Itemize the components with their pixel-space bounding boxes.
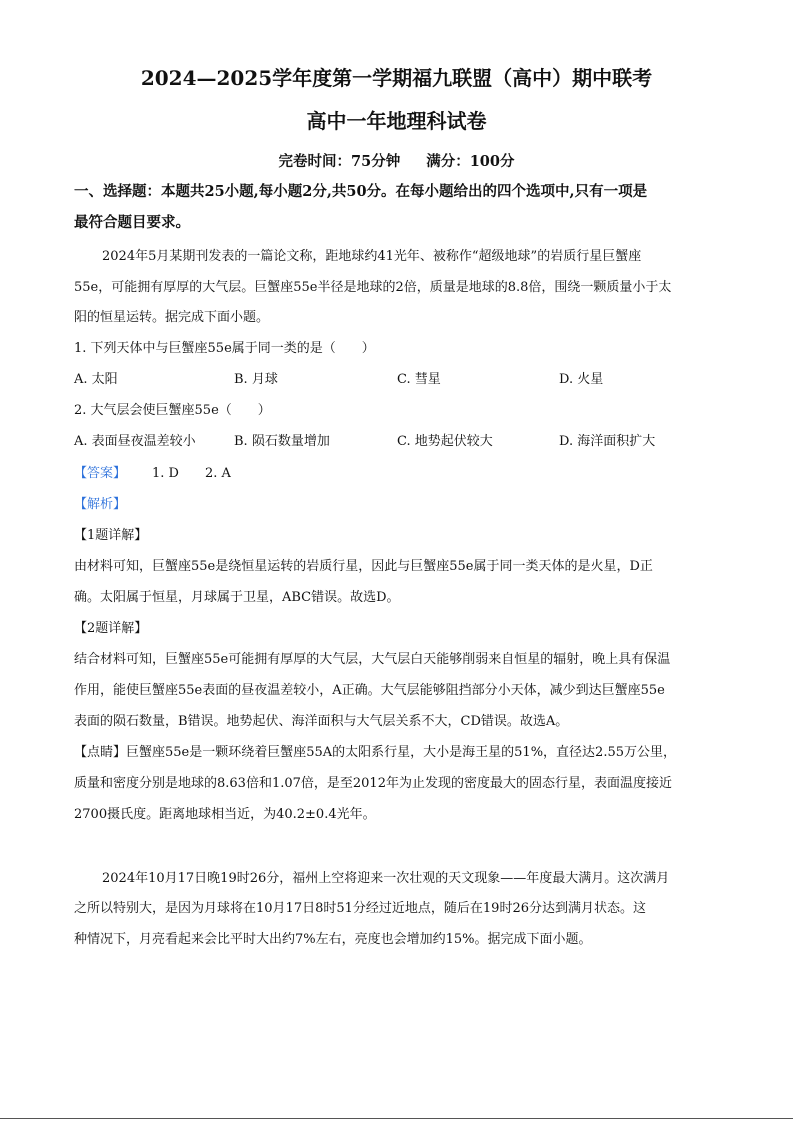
passage2-line: 2024年10月17日晚19时26分，福州上空将迎来一次壮观的天文现象——年度最大满月。这次满月 (102, 871, 670, 886)
section-heading-line1: 一、选择题：本题共25小题,每小题2分,共50分。在每小题给出的四个选项中,只有一项是 (74, 183, 648, 200)
answer-2: 2. A (204, 466, 231, 481)
exam-meta (0, 150, 793, 171)
page-bottom-rule (0, 1118, 793, 1119)
detail-2-line: 结合材料可知，巨蟹座55e可能拥有厚厚的大气层，大气层白天能够削弱来自恒星的辐射，晚上具有保温 (74, 652, 671, 667)
note-line: 2700摄氏度。距离地球相当近，为40.2±0.4光年。 (74, 807, 376, 822)
question-1-stem: 1. 下列天体中与巨蟹座55e属于同一类的是（ ） (74, 341, 375, 356)
question-2-option-a: A. 表面昼夜温差较小 (74, 434, 196, 449)
exam-subtitle: 高中一年地理科试卷 (306, 109, 487, 133)
detail-1-line: 确。太阳属于恒星，月球属于卫星，ABC错误。故选D。 (74, 590, 400, 605)
exam-score: 满分：100分 (426, 153, 515, 170)
detail-1-heading: 【1题详解】 (74, 528, 148, 543)
answer-label: 【答案】 (74, 466, 127, 481)
question-2-option-c: C. 地势起伏较大 (397, 434, 493, 449)
note-line: 【点睛】巨蟹座55e是一颗环绕着巨蟹座55A的太阳系行星，大小是海王星的51%，直径达2.55万公里， (74, 745, 677, 760)
detail-2-line: 表面的陨石数量，B错误。地势起伏、海洋面积与大气层关系不大，CD错误。故选A。 (74, 714, 569, 729)
question-1-option-c: C. 彗星 (397, 372, 441, 387)
passage1-line: 阳的恒星运转。据完成下面小题。 (74, 310, 270, 325)
answer-1: 1. D (152, 466, 179, 481)
passage2-line: 之所以特别大，是因为月球将在10月17日8时51分经过近地点，随后在19时26分达到满月状态。这 (74, 901, 646, 916)
detail-2-heading: 【2题详解】 (74, 621, 148, 636)
passage2-line: 种情况下，月亮看起来会比平时大出约7%左右，亮度也会增加约15%。据完成下面小题。 (74, 932, 592, 947)
exam-title: 2024—2025学年度第一学期福九联盟（高中）期中联考 (140, 66, 653, 90)
question-1-option-d: D. 火星 (559, 372, 604, 387)
detail-1-line: 由材料可知，巨蟹座55e是绕恒星运转的岩质行星，因此与巨蟹座55e属于同一类天体的是火星，D正 (74, 559, 653, 574)
question-1-option-b: B. 月球 (234, 372, 278, 387)
exam-time: 完卷时间：75分钟 (278, 153, 401, 170)
section-heading-line2: 最符合题目要求。 (74, 214, 190, 231)
question-2-option-d: D. 海洋面积扩大 (559, 434, 656, 449)
detail-2-line: 作用，能使巨蟹座55e表面的昼夜温差较小，A正确。大气层能够阻挡部分小天体，减少到达巨蟹座55e (74, 683, 665, 698)
analysis-label: 【解析】 (74, 497, 127, 512)
question-2-option-b: B. 陨石数量增加 (234, 434, 330, 449)
note-line: 质量和密度分别是地球的8.63倍和1.07倍，是至2012年为止发现的密度最大的固态行星，表面温度接近 (74, 776, 672, 791)
question-2-stem: 2. 大气层会使巨蟹座55e（ ） (74, 403, 271, 418)
passage1-line: 55e，可能拥有厚厚的大气层。巨蟹座55e半径是地球的2倍，质量是地球的8.8倍，围绕一颗质量小于太 (74, 280, 672, 295)
answer-line (74, 462, 231, 481)
question-1-option-a: A. 太阳 (74, 372, 118, 387)
passage1-line: 2024年5月某期刊发表的一篇论文称，距地球约41光年、被称作“超级地球”的岩质行星巨蟹座 (102, 249, 642, 264)
